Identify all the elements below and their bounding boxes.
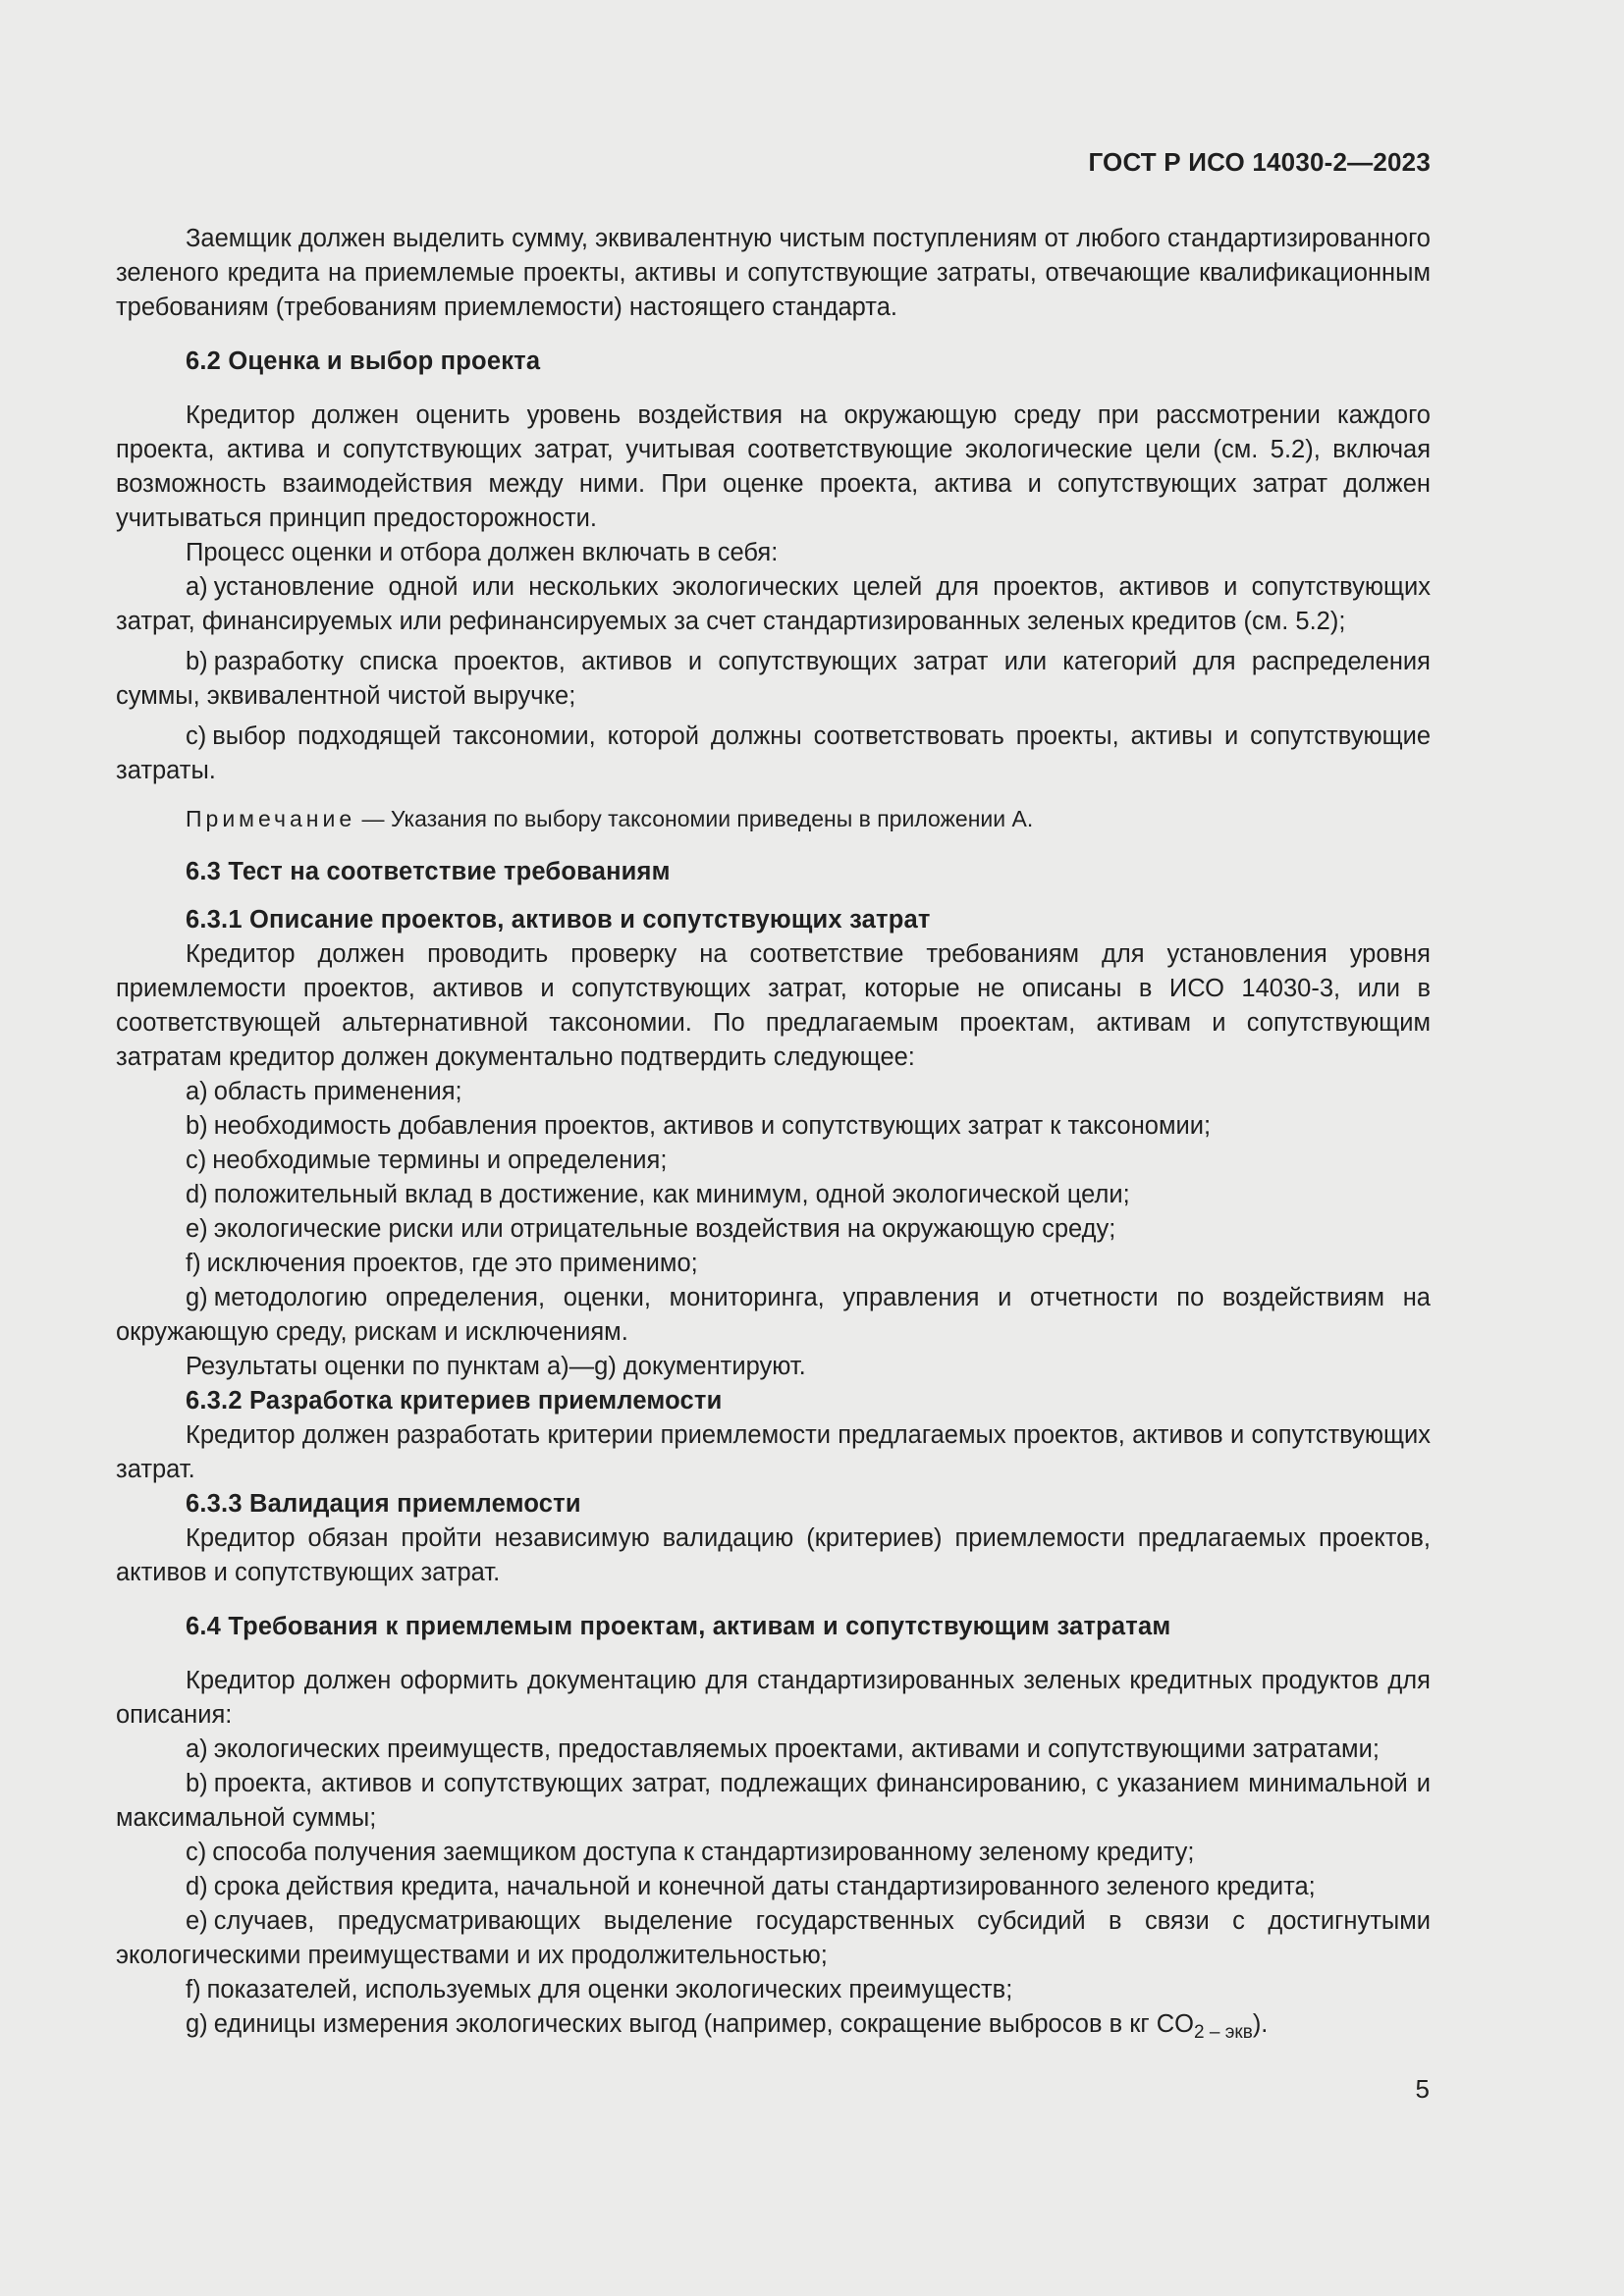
list-item-label: b) [186,1770,208,1797]
list-item [116,1904,1431,1973]
list-item-label: c) [186,1839,207,1866]
intro-paragraph: Заемщик должен выделить сумму, эквивалентную чистым поступлениям от любого стандартизированного зеленого кредита на приемлемые проекты, активы и сопутствующие затраты, отвечающие квалификационным требованиям (требованиям приемлемости) настоящего стандарта. [116,225,1431,321]
section-6-2-paragraph-2: Процесс оценки и отбора должен включать в себя: [186,539,779,566]
page-number: 5 [1415,2074,1430,2104]
section-6-3-2-heading: 6.3.2 Разработка критериев приемлемости [186,1387,723,1415]
list-item [116,1075,1431,1109]
section-6-3-1-heading: 6.3.1 Описание проектов, активов и сопутствующих затрат [186,906,931,934]
list-item-label: e) [186,1215,208,1243]
section-6-4-heading: 6.4 Требования к приемлемым проектам, активам и сопутствующим затратам [186,1613,1171,1640]
list-item-text: необходимые термины и определения; [212,1147,668,1174]
list-item-label: b) [186,648,208,675]
list-item [116,1973,1431,2007]
list-item-text: выбор подходящей таксономии, которой должны соответствовать проекты, активы и сопутствующие затраты. [116,722,1431,784]
section-6-3-1-paragraph: Кредитор должен проводить проверку на соответствие требованиям для установления уровня приемлемости проектов, активов и сопутствующих затрат, которые не описаны в ИСО 14030-3, или в соответствующей альтернативной таксономии. По предлагаемым проектам, активам и сопутствующим затратам кредитор должен документально подтвердить следующее: [116,940,1431,1071]
list-item [116,2007,1431,2042]
list-item [116,1281,1431,1350]
list-item-text: срока действия кредита, начальной и конечной даты стандартизированного зеленого кредита; [213,1873,1316,1900]
section-6-3-3-paragraph: Кредитор обязан пройти независимую валидацию (критериев) приемлемости предлагаемых проектов, активов и сопутствующих затрат. [116,1524,1431,1586]
list-item-text: проекта, активов и сопутствующих затрат, подлежащих финансированию, с указанием минимальной и максимальной суммы; [116,1770,1431,1832]
list-item-text: способа получения заемщиком доступа к стандартизированному зеленому кредиту; [212,1839,1195,1866]
list-item-label: g) [186,2010,208,2038]
list-item [116,1178,1431,1212]
list-item [116,1733,1431,1767]
list-item-text: экологических преимуществ, предоставляемых проектами, активами и сопутствующими затратами; [213,1735,1380,1763]
list-item [116,720,1431,788]
list-item-text: установление одной или нескольких экологических целей для проектов, активов и сопутствующих затрат, финансируемых или рефинансируемых за счет стандартизированных зеленых кредитов (см. 5.2); [116,573,1431,635]
note-label: Примечание [186,806,356,831]
list-item-text: область применения; [213,1078,462,1105]
list-item [116,1767,1431,1836]
note [116,802,1431,835]
list-item-text: положительный вклад в достижение, как минимум, одной экологической цели; [213,1181,1130,1208]
list-item-text-end: ). [1252,2010,1269,2038]
list-item-label: a) [186,573,208,601]
list-item [116,1247,1431,1281]
section-6-2-paragraph-1: Кредитор должен оценить уровень воздействия на окружающую среду при рассмотрении каждого проекта, актива и сопутствующих затрат, учитывая соответствующие экологические цели (см. 5.2), включая возможность взаимодействия между ними. При оценке проекта, актива и сопутствующих затрат должен учитываться принцип предосторожности. [116,401,1431,532]
page-content [116,222,1431,2042]
list-item-text: показателей, используемых для оценки экологических преимуществ; [206,1976,1013,2003]
list-item [116,1109,1431,1144]
list-item-label: d) [186,1873,208,1900]
list-item-text: единицы измерения экологических выгод (например, сокращение выбросов в кг CO [213,2010,1195,2038]
list-item-label: b) [186,1112,208,1140]
list-item-text: исключения проектов, где это применимо; [206,1250,698,1277]
list-item-label: c) [186,1147,207,1174]
list-item-label: g) [186,1284,208,1311]
list-item [116,1144,1431,1178]
list-item-text: разработку списка проектов, активов и сопутствующих затрат или категорий для распределения суммы, эквивалентной чистой выручке; [116,648,1431,710]
note-text: — Указания по выбору таксономии приведены в приложении А. [355,806,1034,831]
section-6-3-3-heading: 6.3.3 Валидация приемлемости [186,1490,581,1518]
list-item [116,1212,1431,1247]
list-item-label: a) [186,1735,208,1763]
list-item-text: необходимость добавления проектов, активов и сопутствующих затрат к таксономии; [213,1112,1212,1140]
list-item-label: f) [186,1976,201,2003]
list-item-label: c) [186,722,207,750]
list-item-text: случаев, предусматривающих выделение государственных субсидий в связи с достигнутыми экологическими преимуществами и их продолжительностью; [116,1907,1431,1969]
section-6-3-heading: 6.3 Тест на соответствие требованиям [186,858,671,885]
list-item [116,570,1431,639]
list-item [116,1870,1431,1904]
section-6-4-paragraph: Кредитор должен оформить документацию для стандартизированных зеленых кредитных продуктов для описания: [116,1667,1431,1729]
standard-designation: ГОСТ Р ИСО 14030-2—2023 [1088,147,1431,177]
list-item [116,1836,1431,1870]
list-item-label: f) [186,1250,201,1277]
list-item [116,645,1431,714]
list-item-text: методологию определения, оценки, мониторинга, управления и отчетности по воздействиям на окружающую среду, рискам и исключениям. [116,1284,1431,1346]
list-item-label: a) [186,1078,208,1105]
list-item-text: экологические риски или отрицательные воздействия на окружающую среду; [213,1215,1116,1243]
section-6-2-heading: 6.2 Оценка и выбор проекта [186,347,541,375]
section-6-3-1-result: Результаты оценки по пунктам а)—g) документируют. [186,1353,806,1380]
list-item-label: d) [186,1181,208,1208]
list-item-label: e) [186,1907,208,1935]
section-6-3-2-paragraph: Кредитор должен разработать критерии приемлемости предлагаемых проектов, активов и сопутствующих затрат. [116,1421,1431,1483]
co2-subscript: 2 – экв [1194,2022,1253,2043]
